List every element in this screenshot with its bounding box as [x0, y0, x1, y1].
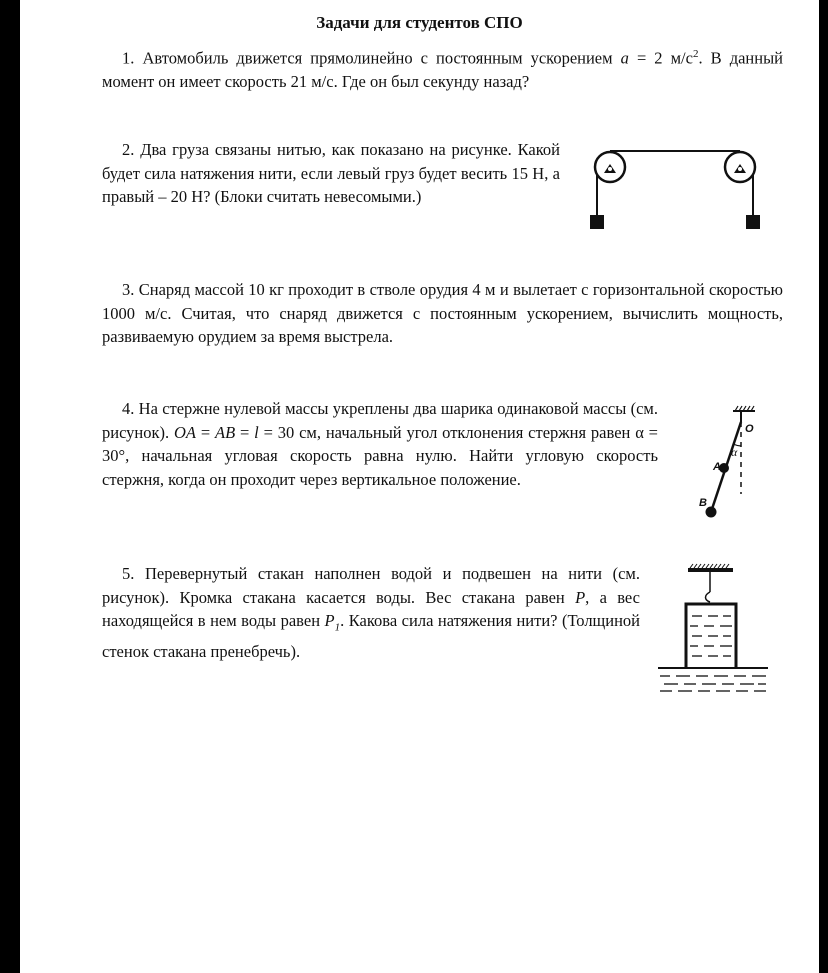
rod-figure — [675, 402, 765, 524]
problem-2: 2. Два груза связаны нитью, как показано на рисунке. Какой будет сила натяжения нити, если левый груз будет весить 15 Н, а правый – 20 Н? (Блоки считать невесомыми.) — [102, 140, 560, 206]
glass-figure — [656, 562, 771, 694]
page-title: Задачи для студентов СПО — [316, 13, 523, 32]
problem-5-number: 5. — [122, 564, 135, 583]
pulley-figure — [580, 140, 770, 230]
problem-4: 4. На стержне нулевой массы укреплены два шарика одинаковой массы (см. рисунок). OA = AB = l = 30 см, начальный угол отклонения стержня равен α = 30°, начальная угловая скорость равна нулю. Найти угловую скорость стержня, когда он проходит через вертикальное положение. — [102, 399, 659, 489]
label-o: O — [745, 423, 754, 435]
problem-4-number: 4. — [122, 399, 135, 418]
problem-5: 5. Перевернутый стакан наполнен водой и подвешен на нити (см. рисунок). Кромка стакана касается воды. Вес стакана равен P, а вес находящейся в нем воды равен $P_1$. Какова сила натяжения нити? (Толщиной стенок стакана пренебречь). — [102, 564, 641, 661]
problem-2-number: 2. — [122, 140, 135, 159]
problem-3: 3. Снаряд массой 10 кг проходит в стволе орудия 4 м и вылетает с горизонтальной скоростью 1000 м/с. Считая, что снаряд движется с постоянным ускорением, вычислить мощность, развиваемую орудием за время выстрела. — [102, 280, 783, 346]
label-alpha: α — [731, 445, 738, 459]
label-b: B — [699, 497, 707, 509]
problem-1: 1. Автомобиль движется прямолинейно с постоянным ускорением a = 2 $м/с^2$. В данный момент он имеет скорость 21 м/с. Где он был секунду назад? — [102, 48, 784, 91]
problem-3-number: 3. — [122, 280, 135, 299]
problem-1-number: 1. — [122, 48, 135, 68]
label-a: A — [713, 461, 721, 473]
document-page — [20, 0, 819, 973]
